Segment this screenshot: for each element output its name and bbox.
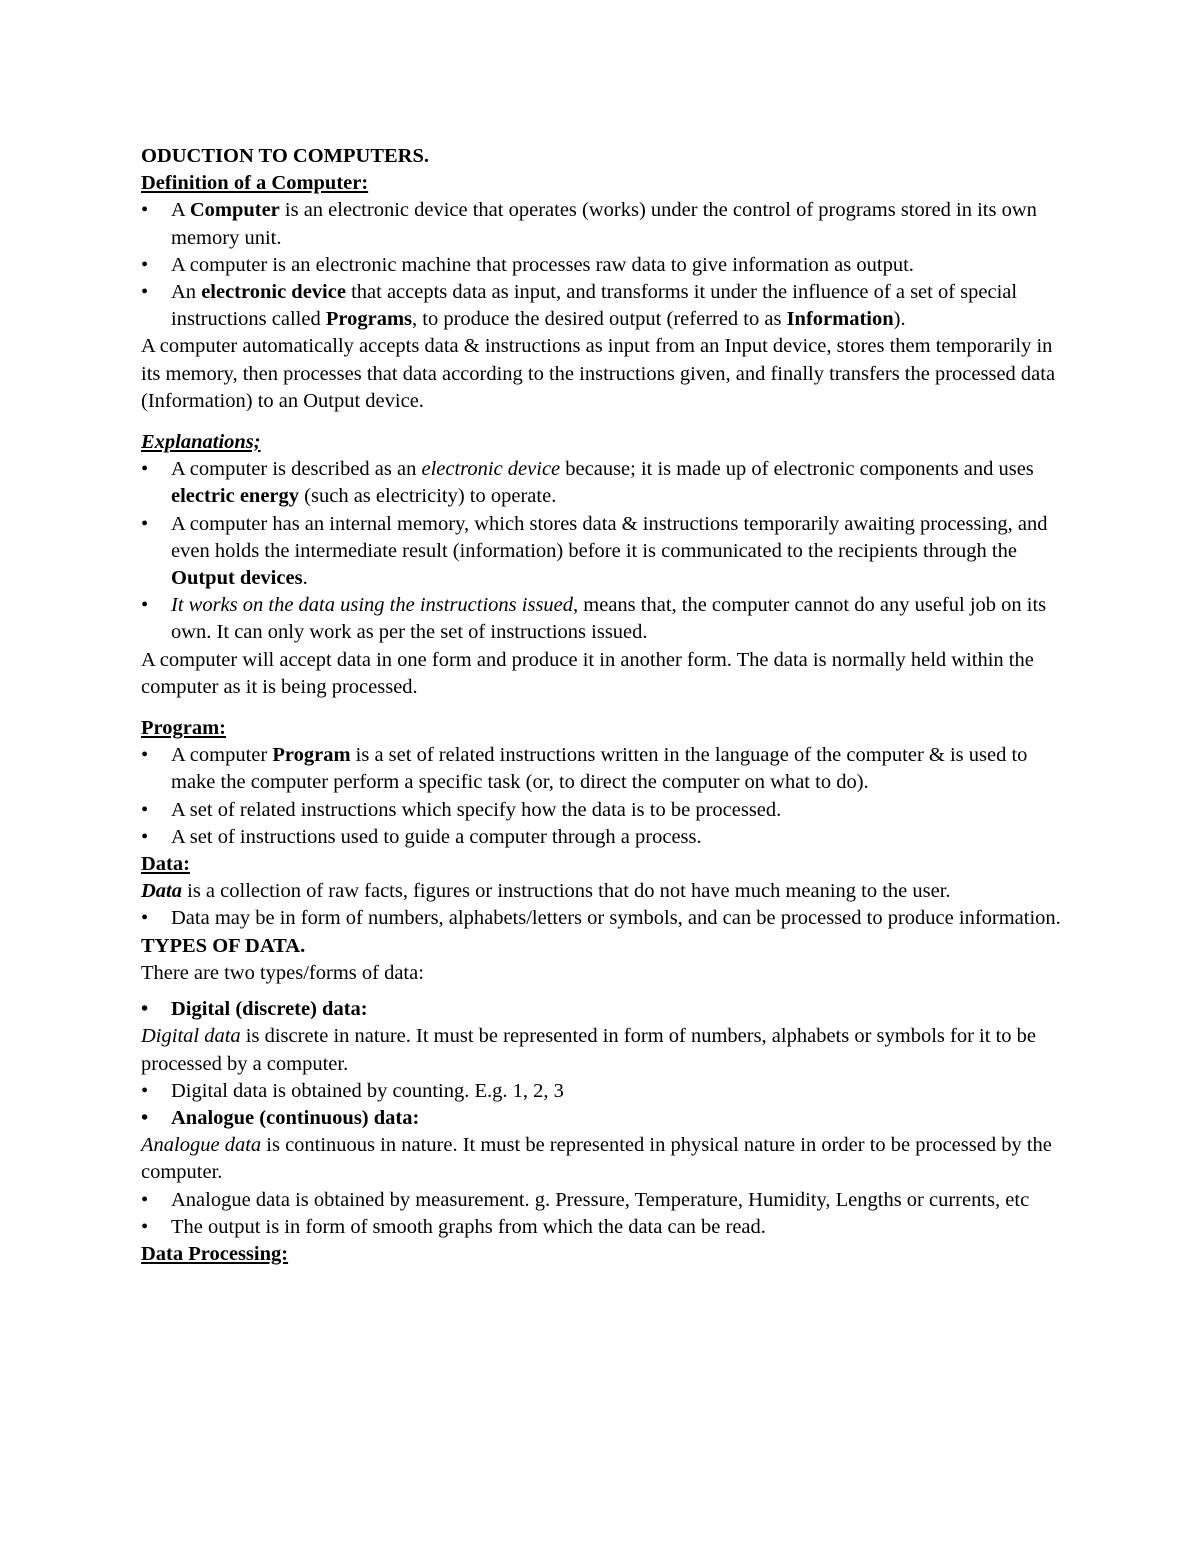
explanations-paragraph: A computer will accept data in one form and produce it in another form. The data is normally held within the computer as it is being processed. (141, 648, 1034, 698)
list-item: • Analogue data is obtained by measurement. g. Pressure, Temperature, Humidity, Lengths or currents, etc (141, 1187, 1061, 1214)
list-item: • A computer has an internal memory, which stores data & instructions temporarily awaiting processing, and even holds the intermediate result (information) before it is communicated to the recipients through the Output devices. (141, 512, 1048, 590)
data-paragraph: Data is a collection of raw facts, figures or instructions that do not have much meaning to the user. (141, 880, 951, 903)
list-item: • A set of related instructions which specify how the data is to be processed. (141, 797, 1061, 824)
list-item: • A set of instructions used to guide a computer through a process. (141, 824, 1061, 851)
analogue-paragraph: Analogue data is continuous in nature. It must be represented in physical nature in order to be processed by the computer. (141, 1134, 1052, 1184)
data-list (141, 905, 1061, 932)
bullet-icon: • (141, 1106, 149, 1129)
digital-heading: • Digital (discrete) data: (141, 996, 1061, 1023)
program-heading: Program: (141, 717, 227, 740)
definition-paragraph: A computer automatically accepts data & instructions as input from an Input device, stores them temporarily in its memory, then processes that data according to the instructions given, and finally transfers the processed data (Information) to an Output device. (141, 335, 1056, 412)
list-item: • A computer Program is a set of related instructions written in the language of the computer & is used to make the computer perform a specific task (or, to direct the computer on what to do). (141, 744, 1028, 794)
bullet-icon: • (141, 1215, 149, 1238)
bullet-icon: • (141, 512, 149, 535)
bullet-icon: • (141, 281, 149, 304)
list-item: • Data may be in form of numbers, alphabets/letters or symbols, and can be processed to produce information. (141, 905, 1061, 932)
bullet-icon: • (141, 199, 149, 222)
types-heading: TYPES OF DATA. (141, 934, 306, 957)
list-item: • An electronic device that accepts data as input, and transforms it under the influence of a set of special instructions called Programs, to produce the desired output (referred to as Information). (141, 281, 1018, 331)
document-title: ODUCTION TO COMPUTERS. (141, 145, 429, 167)
list-item: • A computer is an electronic machine that processes raw data to give information as output. (141, 252, 1061, 279)
list-item: • A Computer is an electronic device that operates (works) under the control of programs stored in its own memory unit. (141, 199, 1037, 249)
bullet-icon: • (141, 998, 149, 1021)
bullet-icon: • (141, 744, 149, 767)
definition-list (141, 197, 1061, 333)
types-intro: There are two types/forms of data: (141, 961, 424, 984)
definition-heading: Definition of a Computer: (141, 172, 369, 195)
explanations-heading: Explanations; (141, 431, 261, 454)
list-item: • It works on the data using the instructions issued, means that, the computer cannot do any useful job on its own. It can only work as per the set of instructions issued. (141, 594, 1047, 644)
analogue-heading: • Analogue (continuous) data: (141, 1105, 1061, 1132)
explanations-list (141, 456, 1061, 646)
list-item: • Digital data is obtained by counting. E.g. 1, 2, 3 (141, 1078, 1061, 1105)
bullet-icon: • (141, 907, 149, 930)
bullet-icon: • (141, 458, 149, 481)
list-item: • The output is in form of smooth graphs from which the data can be read. (141, 1214, 1061, 1241)
document-page (141, 143, 1061, 1268)
data-processing-heading: Data Processing: (141, 1242, 289, 1265)
bullet-icon: • (141, 253, 149, 276)
digital-list (141, 1078, 1061, 1132)
list-item: • A computer is described as an electronic device because; it is made up of electronic components and uses electric energy (such as electricity) to operate. (141, 458, 1034, 508)
bullet-icon: • (141, 1188, 149, 1211)
bullet-icon: • (141, 825, 149, 848)
program-list (141, 742, 1061, 851)
digital-heading-list (141, 996, 1061, 1023)
digital-paragraph: Digital data is discrete in nature. It must be represented in form of numbers, alphabets or symbols for it to be processed by a computer. (141, 1025, 1036, 1075)
analogue-list (141, 1187, 1061, 1241)
data-heading: Data: (141, 853, 190, 876)
bullet-icon: • (141, 1079, 149, 1102)
bullet-icon: • (141, 798, 149, 821)
bullet-icon: • (141, 594, 149, 617)
